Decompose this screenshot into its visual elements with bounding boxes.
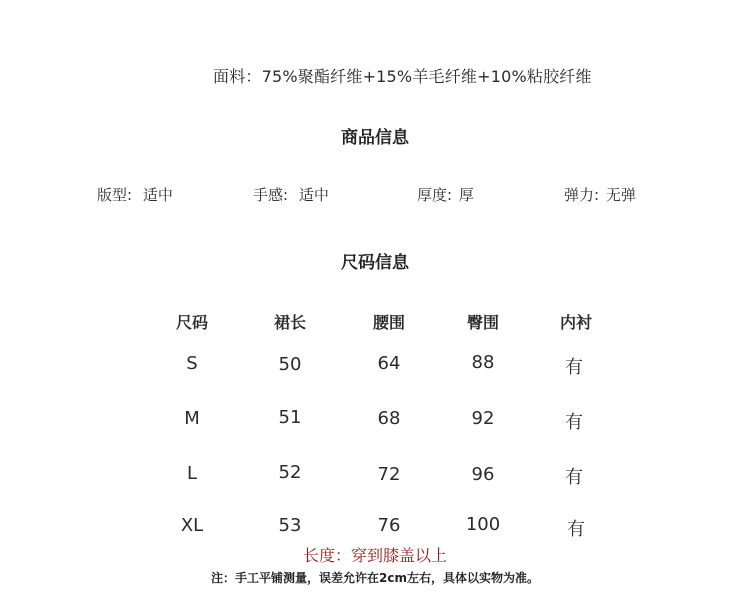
col-header-size: 尺码: [175, 313, 208, 332]
size-info-title: 尺码信息: [341, 253, 409, 273]
table-cell: 100: [465, 514, 501, 535]
table-cell: L: [186, 463, 198, 484]
info-value: 适中: [142, 186, 173, 204]
info-label: 厚度:: [417, 186, 453, 204]
table-cell: 50: [278, 354, 302, 375]
table-cell: 92: [471, 408, 495, 429]
table-cell: 有: [567, 519, 585, 540]
info-label: 版型:: [97, 186, 133, 204]
table-cell: 有: [565, 467, 583, 488]
product-info-title: 商品信息: [341, 128, 409, 148]
table-cell: 有: [565, 412, 583, 433]
table-cell: 96: [471, 464, 495, 485]
table-cell: 52: [278, 462, 302, 483]
col-header-lining: 内衬: [559, 313, 592, 332]
info-value: 无弹: [605, 186, 636, 204]
col-header-skirt-length: 裙长: [273, 313, 306, 332]
length-note: 长度：穿到膝盖以上: [302, 546, 447, 565]
table-cell: 76: [377, 515, 401, 536]
table-cell: XL: [180, 515, 204, 536]
col-header-hip: 臀围: [466, 313, 499, 332]
info-label: 弹力:: [564, 186, 600, 204]
info-value: 厚: [458, 186, 474, 204]
table-cell: S: [186, 353, 198, 374]
table-cell: 64: [377, 353, 401, 374]
table-cell: 68: [377, 408, 401, 429]
info-value: 适中: [298, 186, 329, 204]
table-cell: M: [184, 408, 200, 429]
table-cell: 51: [278, 407, 302, 428]
table-cell: 88: [471, 352, 495, 373]
measurement-note: 注：手工平铺测量，误差允许在2cm左右，具体以实物为准。: [211, 571, 539, 585]
table-cell: 有: [565, 357, 583, 378]
info-label: 手感:: [253, 186, 289, 204]
table-cell: 72: [377, 464, 401, 485]
material-composition: 面料：75%聚酯纤维+15%羊毛纤维+10%粘胶纤维: [213, 67, 592, 86]
col-header-waist: 腰围: [372, 313, 405, 332]
table-cell: 53: [278, 515, 302, 536]
